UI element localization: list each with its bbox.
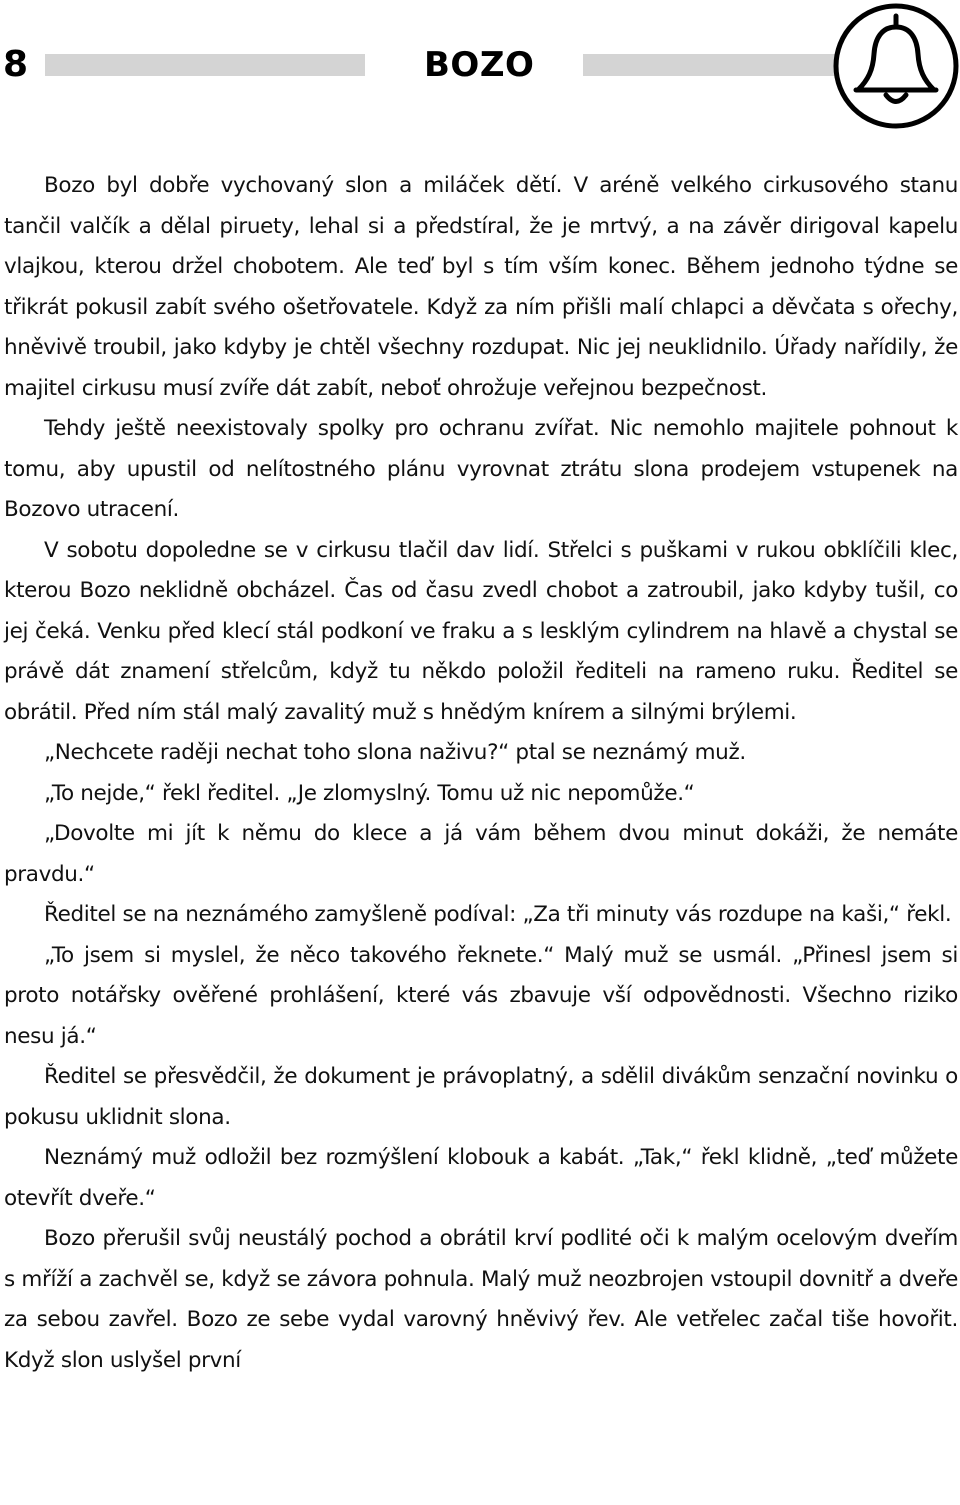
header-rule-right	[583, 54, 835, 76]
paragraph: Tehdy ještě neexistovaly spolky pro ochranu zvířat. Nic nemohlo majitele pohnout k tomu, aby upustil od nelítostného plánu vyrovnat ztrátu slona prodejem vstupenek na Bozovo utracení.	[4, 416, 958, 522]
paragraph: Neznámý muž odložil bez rozmýšlení klobouk a kabát. „Tak,“ řekl klidně, „teď můžete otevřít dveře.“	[4, 1145, 958, 1211]
paragraph: „Nechcete raději nechat toho slona naživu?“ ptal se neznámý muž.	[44, 740, 746, 765]
header-rule-left	[45, 54, 365, 76]
paragraph: „Dovolte mi jít k němu do klece a já vám během dvou minut dokáži, že nemáte pravdu.“	[4, 821, 958, 887]
page-number: 8	[3, 44, 29, 85]
chapter-title: BOZO	[424, 45, 535, 85]
paragraph: Ředitel se na neznámého zamyšleně podíval: „Za tři minuty vás rozdupe na kaši,“ řekl.	[44, 902, 952, 927]
paragraph: Bozo byl dobře vychovaný slon a miláček dětí. V aréně velkého cirkusového stanu tančil valčík a dělal piruety, lehal si a předstíral, že je mrtvý, a na závěr dirigoval kapelu vlajkou, kterou držel chobotem. Ale teď byl s tím vším konec. Během jednoho týdne se třikrát pokusil zabít svého ošetřovatele. Když za ním přišli malí chlapci a děvčata s ořechy, hněvivě troubil, jako kdyby je chtěl všechny rozdupat. Nic jej neuklidnilo. Úřady nařídily, že majitel cirkusu musí zvíře dát zabít, neboť ohrožuje veřejnou bezpečnost.	[4, 173, 958, 401]
bell-icon	[832, 0, 960, 132]
paragraph: Ředitel se přesvědčil, že dokument je právoplatný, a sdělil divákům senzační novinku o pokusu uklidnit slona.	[4, 1064, 958, 1130]
paragraph: „To jsem si myslel, že něco takového řeknete.“ Malý muž se usmál. „Přinesl jsem si proto notářsky ověřené prohlášení, které vás zbavuje vší odpovědnosti. Všechno riziko nesu já.“	[4, 942, 958, 1049]
paragraph: „To nejde,“ řekl ředitel. „Je zlomyslný. Tomu už nic nepomůže.“	[44, 780, 695, 806]
page-header	[0, 0, 960, 140]
article-body	[4, 166, 958, 1381]
paragraph: Bozo přerušil svůj neustálý pochod a obrátil krví podlité oči k malým ocelovým dveřím s mříží a zachvěl se, když se závora pohnula. Malý muž neozbrojen vstoupil dovnitř a dveře za sebou zavřel. Bozo ze sebe vydal varovný hněvivý řev. Ale vetřelec začal tiše hovořit. Když slon uslyšel první	[4, 1226, 958, 1373]
paragraph: V sobotu dopoledne se v cirkusu tlačil dav lidí. Střelci s puškami v rukou obklíčili klec, kterou Bozo neklidně obcházel. Čas od času zvedl chobot a zatroubil, jako kdyby tušil, co jej čeká. Venku před klecí stál podkoní ve fraku a s lesklým cylindrem na hlavě a chystal se právě dát znamení střelcům, když tu někdo položil řediteli na rameno ruku. Ředitel se obrátil. Před ním stál malý zavalitý muž s hnědým knírem a silnými brýlemi.	[4, 537, 958, 725]
